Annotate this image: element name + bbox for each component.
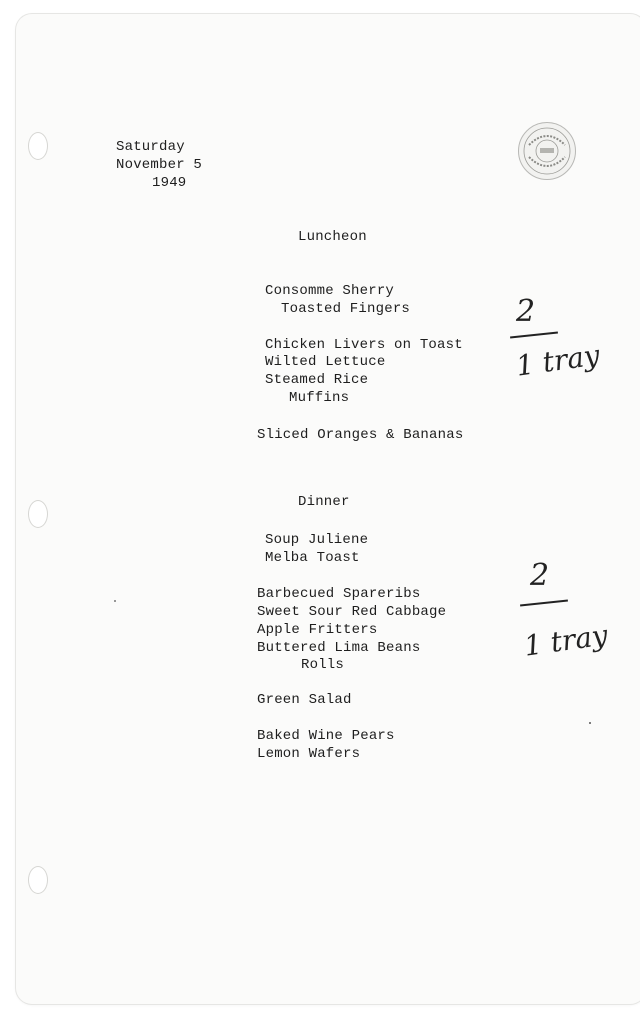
binder-hole-top <box>28 132 48 160</box>
paper-speck <box>589 722 591 724</box>
dinner-item: Sweet Sour Red Cabbage <box>257 604 447 620</box>
dinner-item: Lemon Wafers <box>257 746 361 762</box>
binder-hole-middle <box>28 500 48 528</box>
luncheon-item: Steamed Rice <box>265 372 369 388</box>
luncheon-item: Sliced Oranges & Bananas <box>257 427 464 443</box>
dinner-item: Melba Toast <box>265 550 360 566</box>
dinner-item: Soup Juliene <box>265 532 369 548</box>
luncheon-item: Chicken Livers on Toast <box>265 337 463 353</box>
dinner-item: Apple Fritters <box>257 622 378 638</box>
dinner-handwritten-count: 2 <box>530 558 550 593</box>
archive-stamp-icon <box>519 123 575 179</box>
binder-hole-bottom <box>28 866 48 894</box>
paper-speck <box>114 600 116 602</box>
dinner-item: Baked Wine Pears <box>257 728 395 744</box>
dinner-item: Rolls <box>301 657 345 673</box>
luncheon-item: Toasted Fingers <box>281 301 411 317</box>
dinner-handwritten-tray: 1 tray <box>522 618 610 663</box>
date-year: 1949 <box>152 175 187 191</box>
dinner-heading: Dinner <box>298 494 350 510</box>
archive-stamp <box>518 122 576 180</box>
luncheon-item: Wilted Lettuce <box>265 354 386 370</box>
luncheon-item: Consomme Sherry <box>265 283 395 299</box>
dinner-item: Buttered Lima Beans <box>257 640 421 656</box>
dinner-item: Barbecued Spareribs <box>257 586 421 602</box>
luncheon-heading: Luncheon <box>298 229 367 245</box>
dinner-item: Green Salad <box>257 692 352 708</box>
date-day: Saturday <box>116 139 185 155</box>
date-month-day: November 5 <box>116 157 203 173</box>
luncheon-handwritten-tray: 1 tray <box>514 338 602 383</box>
luncheon-item: Muffins <box>289 390 350 406</box>
luncheon-handwritten-count: 2 <box>516 294 536 329</box>
